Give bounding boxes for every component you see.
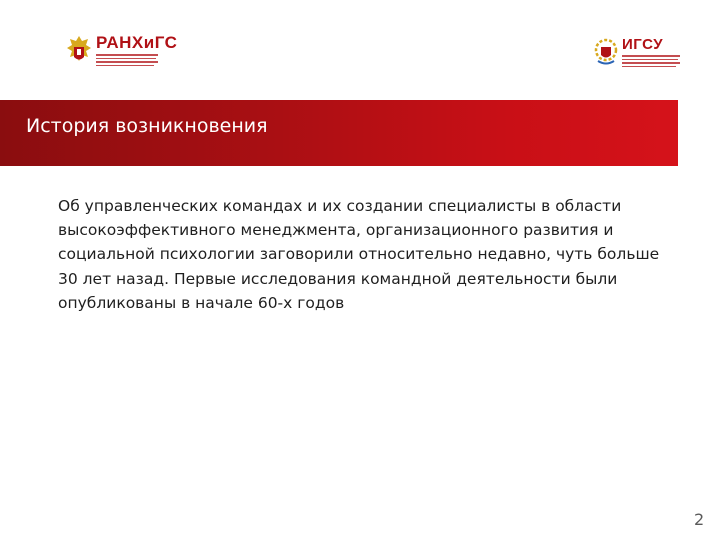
ranepa-logo-name: РАНХиГС xyxy=(96,33,178,52)
slide-body-text: Об управленческих командах и их создании специалисты в области высокоэффективного менеджмента, организационного развития и социальной психологии заговорили относительно недавно, чуть больше 30 лет назад. Первые исследования командной деятельности были опубликованы в начале 60-х годов xyxy=(58,197,660,312)
igsu-emblem-icon xyxy=(594,38,618,66)
ranepa-logo-subtitle-lines xyxy=(96,54,177,66)
ranepa-logo xyxy=(66,34,177,66)
igsu-logo xyxy=(594,37,680,67)
igsu-logo-subtitle-lines xyxy=(622,55,680,67)
igsu-logo-name: ИГСУ xyxy=(622,36,664,53)
slide-title: История возникновения xyxy=(26,115,268,137)
page-number: 2 xyxy=(694,510,705,529)
ranepa-emblem-icon xyxy=(66,35,92,65)
